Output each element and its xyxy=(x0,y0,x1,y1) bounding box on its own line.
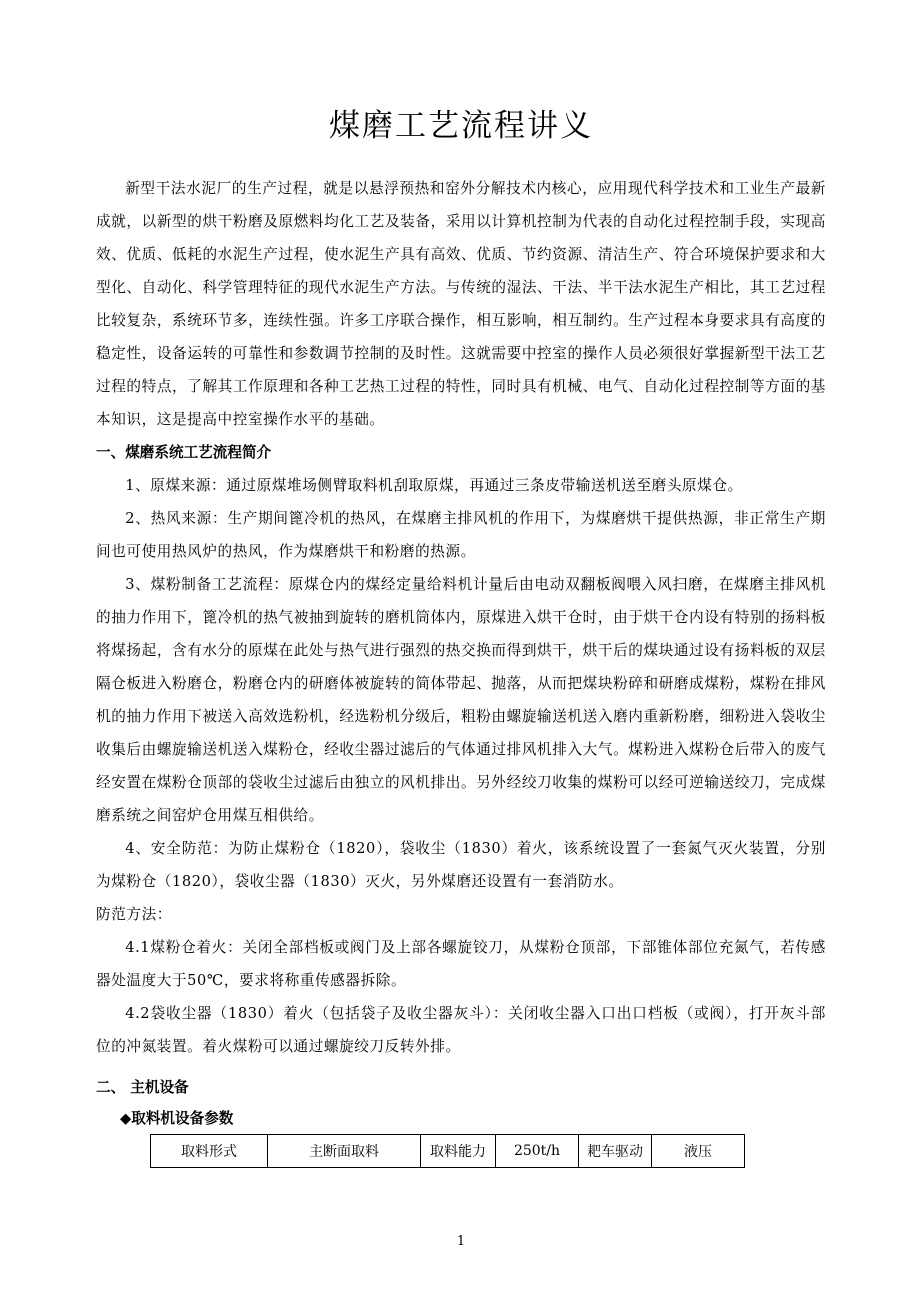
table-cell: 主断面取料 xyxy=(268,1135,421,1168)
table-cell: 250t/h xyxy=(496,1135,579,1168)
section-1-item-1: 1、原煤来源：通过原煤堆场侧臂取料机刮取原煤，再通过三条皮带输送机送至磨头原煤仓。 xyxy=(125,477,743,494)
prevention-method-4-2: 4.2袋收尘器（1830）着火（包括袋子及收尘器灰斗）：关闭收尘器入口出口档板（或阀），打开灰斗部位的冲氮装置。着火煤粉可以通过螺旋绞刀反转外排。 xyxy=(96,1005,826,1055)
section-2-heading: 二、 主机设备 xyxy=(96,1079,189,1096)
reclaimer-params-heading: ◆取料机设备参数 xyxy=(120,1110,234,1127)
document-body xyxy=(96,172,826,1168)
page-number: 1 xyxy=(456,1234,466,1249)
section-1-item-3: 3、煤粉制备工艺流程：原煤仓内的煤经定量给料机计量后由电动双翻板阀喂入风扫磨，在煤磨主排风机的抽力作用下，篦冷机的热气被抽到旋转的磨机筒体内，原煤进入烘干仓时，由于烘干仓内设有特别的扬料板将煤扬起，含有水分的原煤在此处与热气进行强烈的热交换而得到烘干，烘干后的煤块通过设有扬料板的双层隔仓板进入粉磨仓，粉磨仓内的研磨体被旋转的简体带起、抛落，从而把煤块粉碎和研磨成煤粉，煤粉在排风机的抽力作用下被送入高效选粉机，经选粉机分级后，粗粉由螺旋输送机送入磨内重新粉磨，细粉进入袋收尘收集后由螺旋输送机送入煤粉仓，经收尘器过滤后的气体通过排风机排入大气。煤粉进入煤粉仓后带入的废气经安置在煤粉仓顶部的袋收尘过滤后由独立的风机排出。另外经绞刀收集的煤粉可以经可逆输送绞刀，完成煤磨系统之间窑炉仓用煤互相供给。 xyxy=(96,576,826,824)
section-1-heading: 一、煤磨系统工艺流程简介 xyxy=(96,444,272,461)
reclaimer-params-table xyxy=(150,1134,745,1168)
section-1-item-2: 2、热风来源：生产期间篦冷机的热风，在煤磨主排风机的作用下，为煤磨烘干提供热源，非正常生产期间也可使用热风炉的热风，作为煤磨烘干和粉磨的热源。 xyxy=(96,510,826,560)
table-cell: 取料形式 xyxy=(151,1135,268,1168)
section-1-item-4: 4、安全防范：为防止煤粉仓（1820），袋收尘（1830）着火，该系统设置了一套氮气灭火装置，分别为煤粉仓（1820），袋收尘器（1830）灭火，另外煤磨还设置有一套消防水。 xyxy=(96,840,826,890)
prevention-method-4-1: 4.1煤粉仓着火：关闭全部档板或阀门及上部各螺旋铰刀，从煤粉仓顶部，下部锥体部位充氮气，若传感器处温度大于50℃，要求将称重传感器拆除。 xyxy=(96,939,826,989)
document-page xyxy=(96,0,826,1302)
prevention-methods-label: 防范方法： xyxy=(96,906,172,923)
table-cell: 液压 xyxy=(652,1135,745,1168)
table-row xyxy=(151,1135,745,1168)
table-cell: 耙车驱动 xyxy=(579,1135,652,1168)
intro-paragraph: 新型干法水泥厂的生产过程，就是以悬浮预热和窑外分解技术内核心，应用现代科学技术和工业生产最新成就，以新型的烘干粉磨及原燃料均化工艺及装备，采用以计算机控制为代表的自动化过程控制手段，实现高效、优质、低耗的水泥生产过程，使水泥生产具有高效、优质、节约资源、清洁生产、符合环境保护要求和大型化、自动化、科学管理特征的现代水泥生产方法。与传统的湿法、干法、半干法水泥生产相比，其工艺过程比较复杂，系统环节多，连续性强。许多工序联合操作，相互影响，相互制约。生产过程本身要求具有高度的稳定性，设备运转的可靠性和参数调节控制的及时性。这就需要中控室的操作人员必须很好掌握新型干法工艺过程的特点，了解其工作原理和各种工艺热工过程的特性，同时具有机械、电气、自动化过程控制等方面的基本知识，这是提高中控室操作水平的基础。 xyxy=(96,180,826,428)
document-title: 煤磨工艺流程讲义 xyxy=(329,108,593,144)
table-cell: 取料能力 xyxy=(421,1135,496,1168)
